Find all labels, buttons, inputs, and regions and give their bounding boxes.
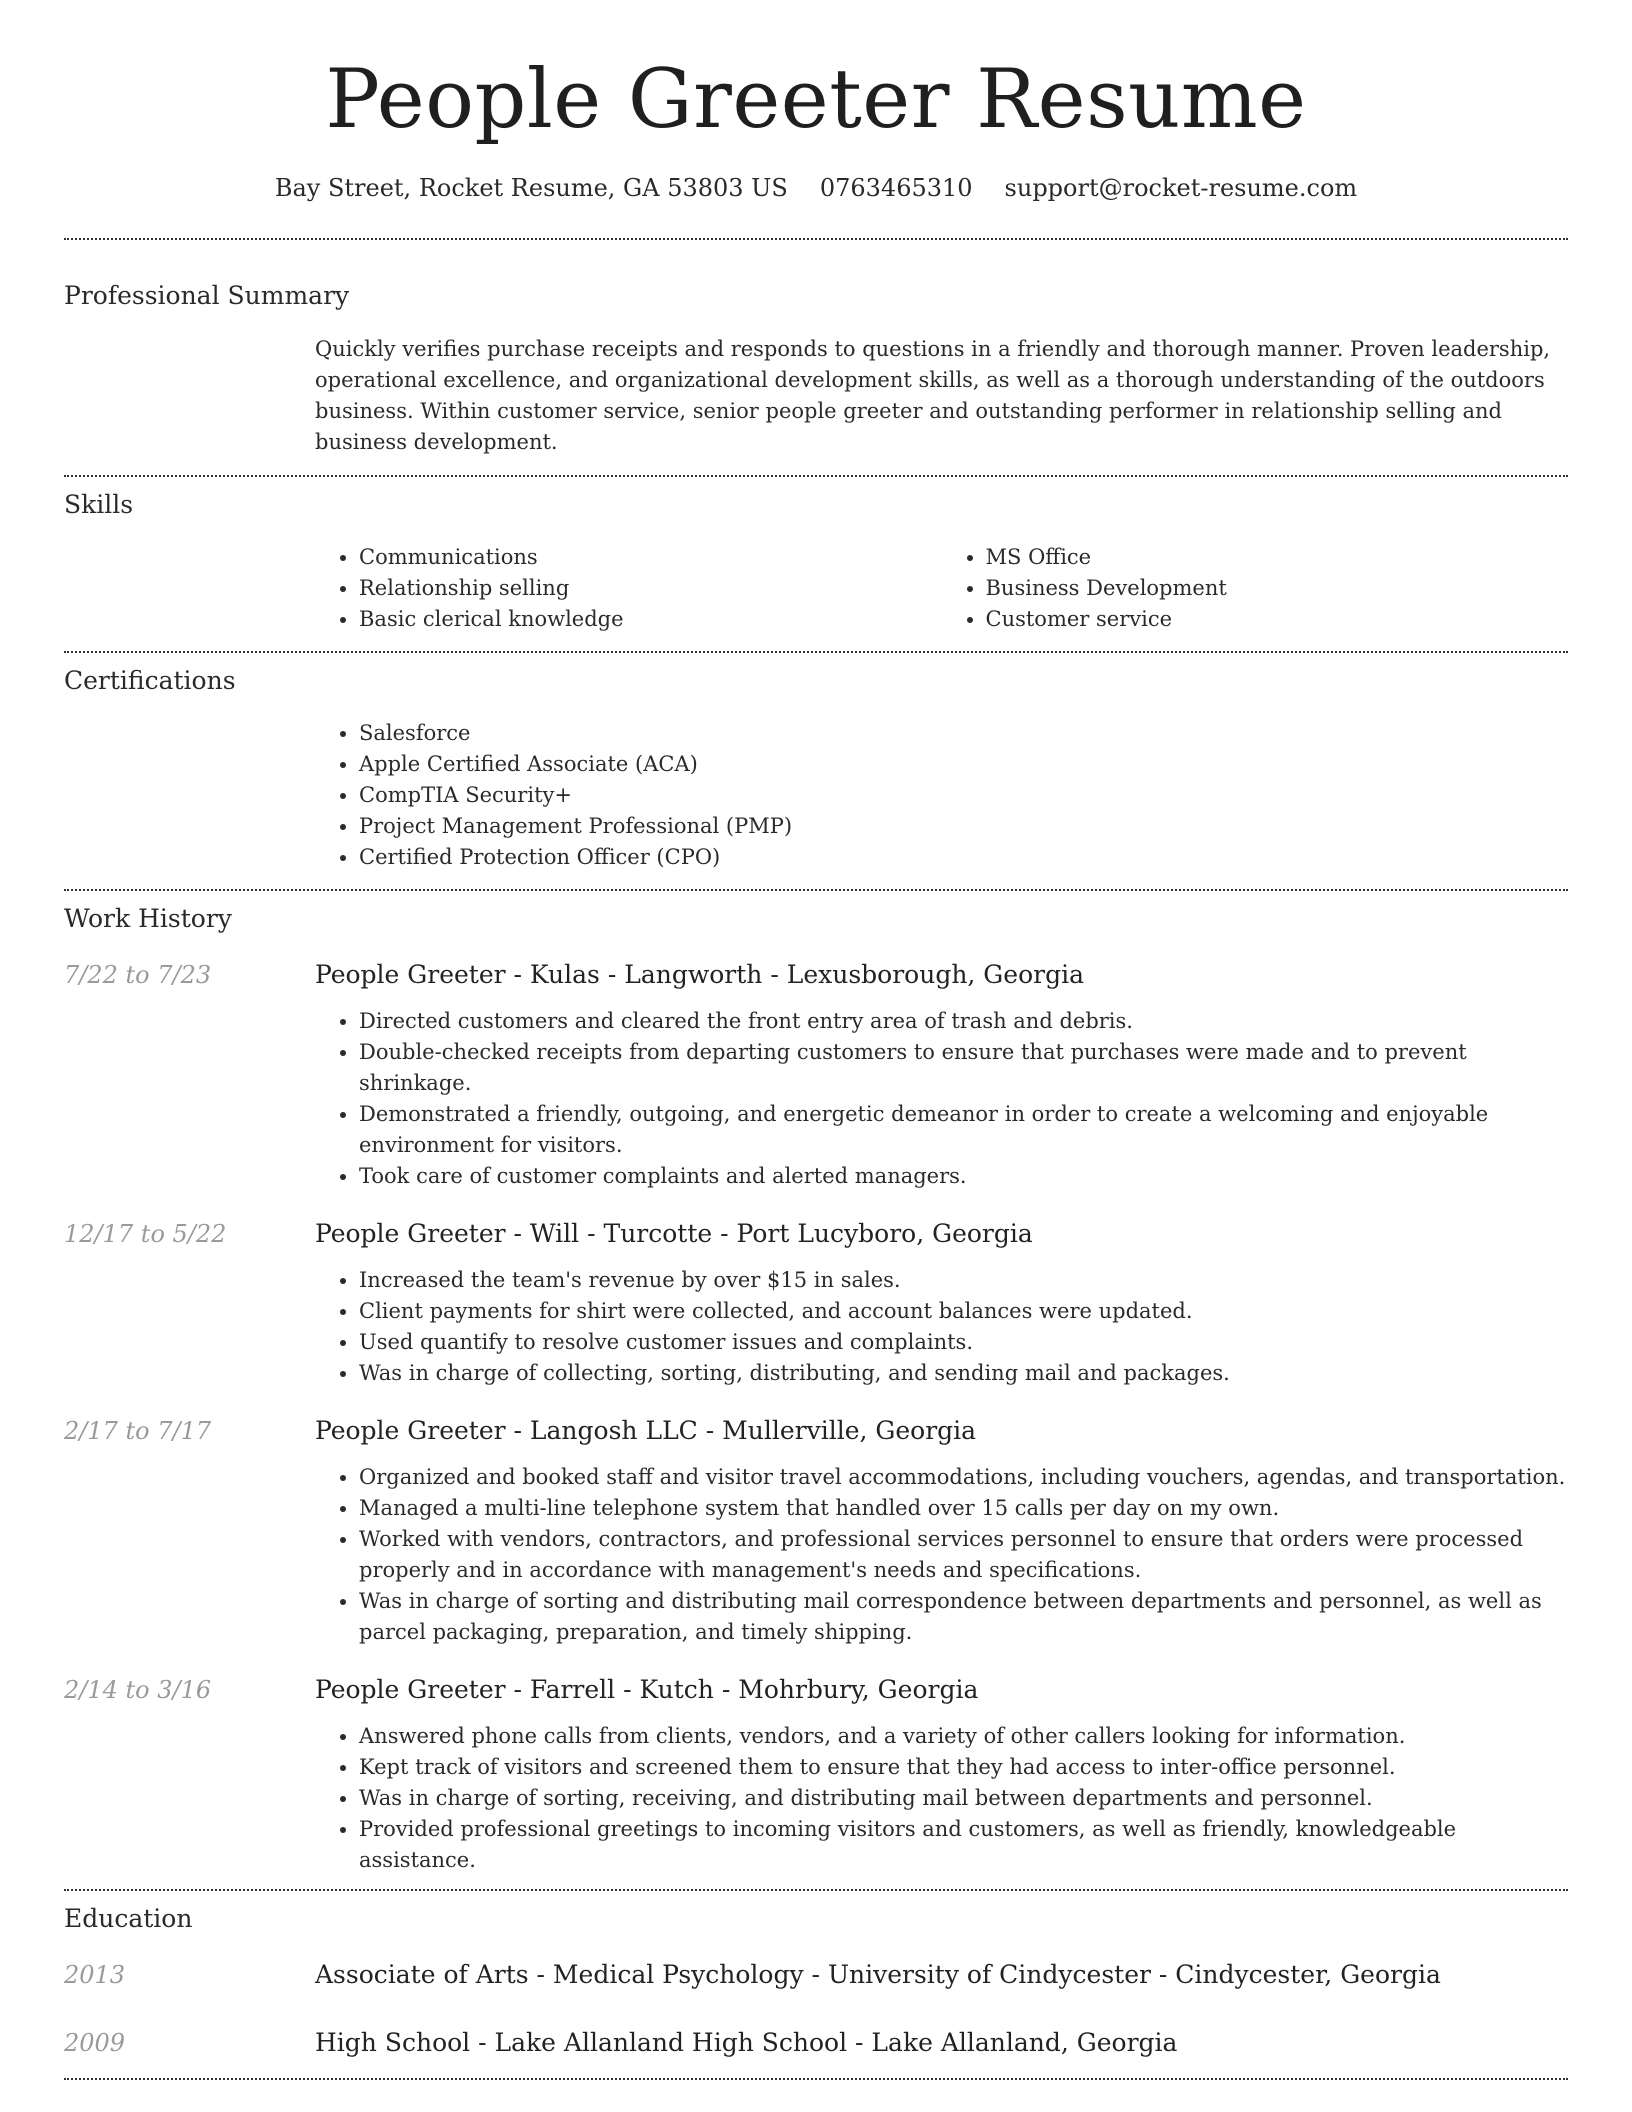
- job-bullet: • Used quantify to resolve customer issues and complaints.: [359, 1327, 1568, 1358]
- job-bullet: • Organized and booked staff and visitor travel accommodations, including vouchers, agendas, and transportation.: [359, 1462, 1568, 1493]
- job-bullet: • Managed a multi-line telephone system that handled over 15 calls per day on my own.: [359, 1493, 1568, 1524]
- job-bullets: [315, 1721, 1568, 1876]
- job-bullet: • Double-checked receipts from departing customers to ensure that purchases were made and to prevent shrinkage.: [359, 1037, 1568, 1099]
- education-year: 2013: [64, 1961, 126, 1989]
- job-bullet: • Was in charge of sorting, receiving, and distributing mail between departments and personnel.: [359, 1783, 1568, 1814]
- skill-item: • Customer service: [986, 604, 1569, 635]
- job-dates: 7/22 to 7/23: [64, 961, 212, 989]
- job-bullet: • Increased the team's revenue by over $15 in sales.: [359, 1265, 1568, 1296]
- job-bullets: [315, 1265, 1568, 1389]
- job-entry: [64, 1217, 1568, 1389]
- certification-item: • Project Management Professional (PMP): [359, 811, 1568, 842]
- education-degree: High School - Lake Allanland High School - Lake Allanland, Georgia: [315, 2028, 1178, 2057]
- job-bullet: • Directed customers and cleared the front entry area of trash and debris.: [359, 1006, 1568, 1037]
- divider: [64, 2078, 1568, 2080]
- skill-item: • Communications: [359, 542, 942, 573]
- job-bullet: • Provided professional greetings to incoming visitors and customers, as well as friendly, knowledgeable assistance.: [359, 1814, 1568, 1876]
- education-degree: Associate of Arts - Medical Psychology - University of Cindycester - Cindycester, Georgia: [315, 1960, 1441, 1989]
- education-heading: Education: [64, 1904, 193, 1933]
- job-title: People Greeter - Langosh LLC - Mullerville, Georgia: [315, 1416, 977, 1445]
- skill-item: • Business Development: [986, 573, 1569, 604]
- job-entry: [64, 1673, 1568, 1876]
- skills-list: [315, 542, 1568, 635]
- skills-column-right: [942, 542, 1569, 635]
- divider: [64, 651, 1568, 653]
- skill-item: • MS Office: [986, 542, 1569, 573]
- certification-item: • CompTIA Security+: [359, 780, 1568, 811]
- resume-title: People Greeter Resume: [325, 53, 1307, 147]
- contact-address: Bay Street, Rocket Resume, GA 53803 US: [274, 174, 788, 202]
- certification-item: • Certified Protection Officer (CPO): [359, 842, 1568, 873]
- job-bullet: • Kept track of visitors and screened them to ensure that they had access to inter-office personnel.: [359, 1752, 1568, 1783]
- job-bullet: • Was in charge of sorting and distributing mail correspondence between departments and personnel, as well as parcel packaging, preparation, and timely shipping.: [359, 1586, 1568, 1648]
- job-bullets: [315, 1462, 1568, 1648]
- job-title: People Greeter - Kulas - Langworth - Lexusborough, Georgia: [315, 960, 1084, 989]
- skill-item: • Basic clerical knowledge: [359, 604, 942, 635]
- summary-text: Quickly verifies purchase receipts and responds to questions in a friendly and thorough manner. Proven leadership, operational excellence, and organizational development skills, as well as a thorough understanding of the outdoors business. Within customer service, senior people greeter and outstanding performer in relationship selling and business development.: [315, 337, 1551, 454]
- job-bullet: • Worked with vendors, contractors, and professional services personnel to ensure that orders were processed properly and in accordance with management's needs and specifications.: [359, 1524, 1568, 1586]
- skill-item: • Relationship selling: [359, 573, 942, 604]
- certification-item: • Salesforce: [359, 718, 1568, 749]
- education-entry: [64, 2026, 1568, 2060]
- contact-email: support@rocket-resume.com: [1004, 174, 1358, 202]
- job-entry: [64, 1414, 1568, 1648]
- job-dates: 2/17 to 7/17: [64, 1417, 212, 1445]
- skills-heading: Skills: [64, 490, 134, 519]
- certifications-list: [315, 718, 1568, 873]
- job-bullet: • Client payments for shirt were collected, and account balances were updated.: [359, 1296, 1568, 1327]
- job-entry: [64, 958, 1568, 1192]
- contact-phone: 0763465310: [819, 174, 973, 202]
- job-dates: 12/17 to 5/22: [64, 1220, 227, 1248]
- job-bullet: • Took care of customer complaints and alerted managers.: [359, 1161, 1568, 1192]
- job-bullet: • Was in charge of collecting, sorting, distributing, and sending mail and packages.: [359, 1358, 1568, 1389]
- divider: [64, 889, 1568, 891]
- resume-page: [64, 0, 1568, 2080]
- education-year: 2009: [64, 2029, 126, 2057]
- certifications-heading: Certifications: [64, 666, 236, 695]
- skills-column-left: [315, 542, 942, 635]
- certification-item: • Apple Certified Associate (ACA): [359, 749, 1568, 780]
- divider: [64, 238, 1568, 240]
- work-history-heading: Work History: [64, 904, 232, 933]
- job-title: People Greeter - Will - Turcotte - Port Lucyboro, Georgia: [315, 1219, 1033, 1248]
- divider: [64, 475, 1568, 477]
- divider: [64, 1889, 1568, 1891]
- job-bullet: • Demonstrated a friendly, outgoing, and energetic demeanor in order to create a welcoming and enjoyable environment for visitors.: [359, 1099, 1568, 1161]
- job-title: People Greeter - Farrell - Kutch - Mohrbury, Georgia: [315, 1675, 979, 1704]
- contact-line: [64, 172, 1568, 204]
- job-dates: 2/14 to 3/16: [64, 1676, 212, 1704]
- education-entry: [64, 1958, 1568, 1992]
- summary-heading: Professional Summary: [64, 281, 350, 310]
- job-bullets: [315, 1006, 1568, 1192]
- job-bullet: • Answered phone calls from clients, vendors, and a variety of other callers looking for information.: [359, 1721, 1568, 1752]
